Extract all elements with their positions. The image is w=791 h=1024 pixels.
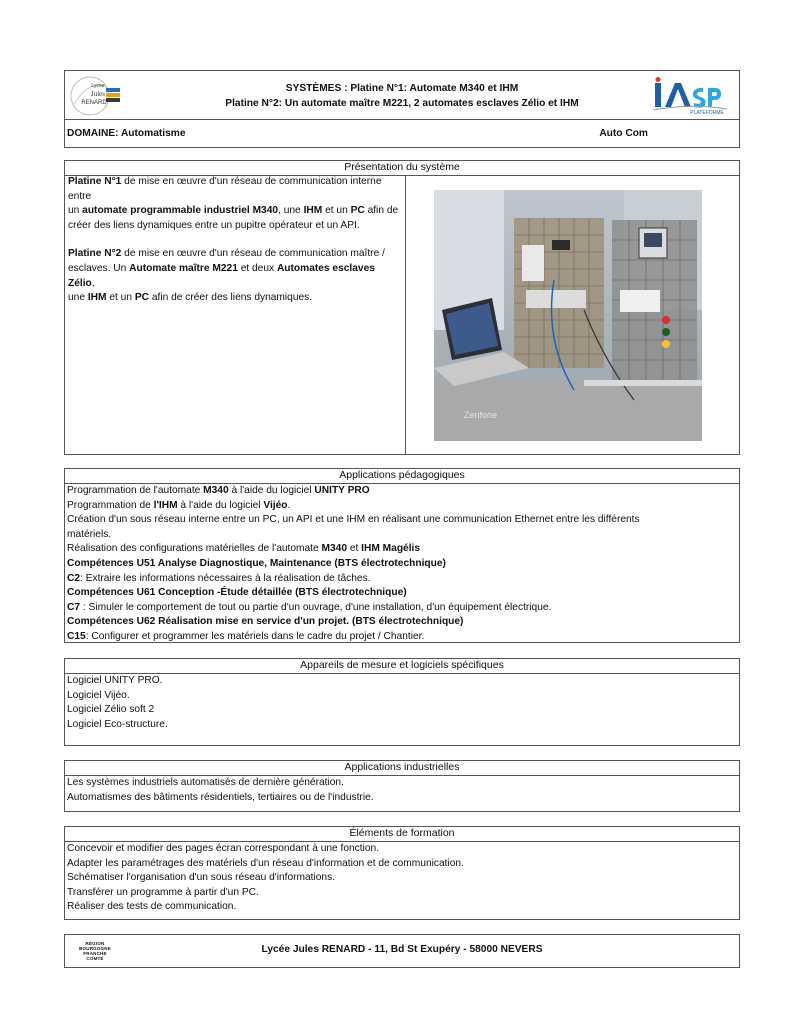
- text-line: Programmation de l'IHM à l'aide du logiciel Vijéo.: [67, 499, 291, 511]
- svg-text:Lycée: Lycée: [91, 83, 105, 89]
- list-item: Logiciel Eco-structure.: [67, 718, 168, 730]
- text-line: C7 : Simuler le comportement de tout ou partie d'un ouvrage, d'une installation, d'un équipement électrique.: [67, 601, 552, 613]
- list-item: Logiciel Vijéo.: [67, 689, 130, 701]
- lycee-logo: [68, 74, 124, 118]
- list-item: Adapter les paramétrages des matériels d'un réseau d'information et de communication.: [67, 857, 464, 869]
- list-item: Réaliser des tests de communication.: [67, 901, 237, 913]
- text-line: Compétences U51 Analyse Diagnostique, Maintenance (BTS électrotechnique): [67, 557, 446, 569]
- svg-text:RENARD: RENARD: [81, 100, 107, 106]
- region-logo: RÉGION BOURGOGNE FRANCHE COMTÉ: [79, 941, 111, 961]
- footer: [64, 934, 740, 968]
- formation-list: [65, 842, 739, 915]
- applications-list: [65, 484, 739, 645]
- industrielles-title: Applications industrielles: [65, 761, 739, 776]
- applications-industrielles-section: [64, 760, 740, 812]
- appareils-title: Appareils de mesure et logiciels spécifiques: [65, 659, 739, 674]
- elements-formation-section: [64, 826, 740, 920]
- domaine-label: DOMAINE: Automatisme: [67, 128, 186, 139]
- presentation-section: [64, 160, 740, 455]
- text-line: Platine N°1 de mise en œuvre d'un réseau de communication interne entre: [68, 176, 382, 202]
- appareils-list: [65, 674, 739, 732]
- system-title-line2: Platine N°2: Un automate maître M221, 2 automates esclaves Zélio et IHM: [225, 98, 579, 109]
- platine1-description: [65, 175, 405, 233]
- list-item: Logiciel Zélio soft 2: [67, 704, 155, 716]
- text-line: un automate programmable industriel M340, une IHM et un PC afin de: [68, 205, 399, 217]
- text-line: Platine N°2 de mise en œuvre d'un réseau de communication maître /: [68, 248, 385, 260]
- svg-text:Jules: Jules: [91, 90, 105, 98]
- text-line: esclaves. Un Automate maître M221 et deux Automates esclaves Zélio,: [68, 262, 375, 289]
- header-title-row: [65, 71, 739, 120]
- list-item: Transférer un programme à partir d'un PC.: [67, 886, 259, 898]
- svg-text:PLATEFORME: PLATEFORME: [690, 110, 724, 115]
- text-line: Compétences U61 Conception -Étude détaillée (BTS électrotechnique): [67, 587, 407, 599]
- presentation-title: Présentation du système: [65, 161, 739, 176]
- text-line: une IHM et un PC afin de créer des liens dynamiques.: [68, 292, 313, 304]
- list-item: Les systèmes industriels automatisés de dernière génération.: [67, 777, 344, 788]
- list-item: Schématiser l'organisation d'un sous réseau d'informations.: [67, 872, 336, 884]
- system-photo: [434, 190, 702, 441]
- section-code-label: Auto Com: [599, 128, 648, 139]
- appareils-section: [64, 658, 740, 746]
- text-line: matériels.: [67, 528, 112, 540]
- industrielles-list: [65, 776, 739, 805]
- applications-title: Applications pédagogiques: [65, 469, 739, 484]
- system-title-line1: SYSTÈMES : Platine N°1: Automate M340 et IHM: [285, 83, 519, 94]
- text-line: Compétences U62 Réalisation mise en service d'un projet. (BTS électrotechnique): [67, 616, 464, 628]
- text-line: Création d'un sous réseau interne entre un PC, un API et une IHM en réalisant une communication Ethernet entre les différents: [67, 514, 640, 526]
- text-line: C2: Extraire les informations nécessaires à la réalisation de tâches.: [67, 572, 371, 584]
- header-block: [64, 70, 740, 148]
- text-line: Programmation de l'automate M340 à l'aide du logiciel UNITY PRO: [67, 485, 370, 496]
- text-line: Réalisation des configurations matérielles de l'automate M340 et IHM Magélis: [67, 543, 421, 555]
- footer-address: Lycée Jules RENARD - 11, Bd St Exupéry - 58000 NEVERS: [261, 944, 543, 955]
- text-line: C15: Configurer et programmer les matériels dans le cadre du projet / Chantier.: [67, 630, 425, 642]
- iasp-logo: [651, 77, 729, 115]
- presentation-text-cell: [65, 175, 406, 454]
- text-line: créer des liens dynamiques entre un pupitre opérateur et un API.: [68, 219, 360, 231]
- list-item: Logiciel UNITY PRO.: [67, 675, 163, 686]
- applications-pedagogiques-section: [64, 468, 740, 643]
- list-item: Concevoir et modifier des pages écran correspondant à une fonction.: [67, 843, 380, 854]
- svg-text:Zenfone: Zenfone: [464, 410, 498, 420]
- platine2-description: [65, 247, 405, 305]
- list-item: Automatismes des bâtiments résidentiels, tertiaires ou de l'industrie.: [67, 791, 374, 803]
- formation-title: Éléments de formation: [65, 827, 739, 842]
